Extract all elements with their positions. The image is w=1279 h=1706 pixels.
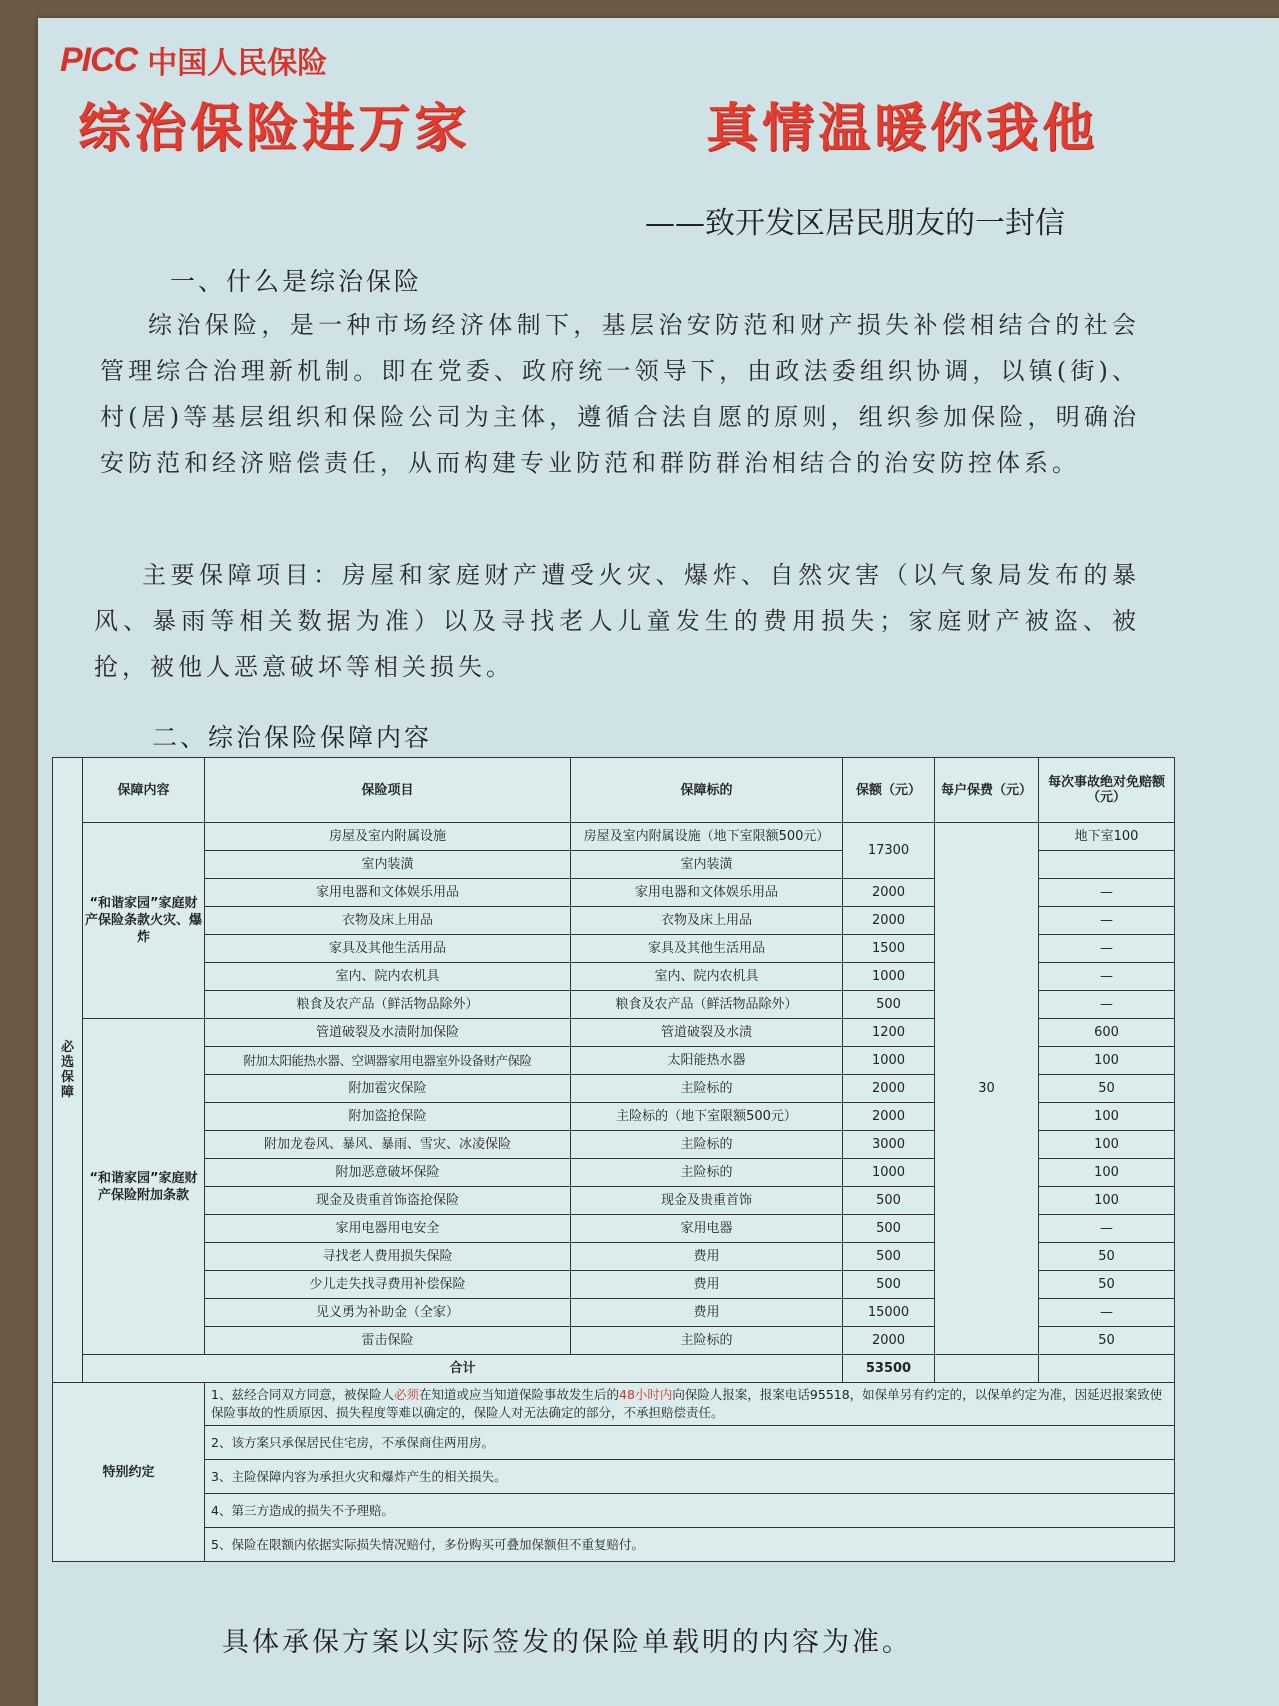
letter-subtitle: ——致开发区居民朋友的一封信 <box>645 206 1065 241</box>
row-amount: 500 <box>843 991 935 1019</box>
table-header-row <box>53 758 1175 823</box>
row-amount: 500 <box>843 1271 935 1299</box>
row-amount: 2000 <box>843 1327 935 1355</box>
row-amount: 500 <box>843 1243 935 1271</box>
special-row <box>53 1383 1175 1426</box>
row-deductible: — <box>1039 879 1175 907</box>
premium-cell: 30 <box>935 823 1039 1355</box>
row-subject: 主险标的 <box>571 1327 843 1355</box>
headline-left: 综治保险进万家 <box>78 98 471 159</box>
row-item: 家用电器和文体娱乐用品 <box>205 879 571 907</box>
special-term-1-48h: 48小时内 <box>619 1387 673 1402</box>
row-item: 附加恶意破坏保险 <box>205 1159 571 1187</box>
group1-label: “和谐家园”家庭财产保险条款火灾、爆炸 <box>83 823 205 1019</box>
row-item: 附加盗抢保险 <box>205 1103 571 1131</box>
row-amount: 1000 <box>843 1159 935 1187</box>
row-subject: 家用电器和文体娱乐用品 <box>571 879 843 907</box>
header-subject: 保障标的 <box>571 758 843 823</box>
special-term-5: 5、保险在限额内依据实际损失情况赔付，多份购买可叠加保额但不重复赔付。 <box>205 1528 1175 1562</box>
row-item: 雷击保险 <box>205 1327 571 1355</box>
required-coverage-label: 必选保障 <box>53 758 83 1383</box>
row-subject: 房屋及室内附属设施（地下室限额500元） <box>571 823 843 851</box>
row-subject: 管道破裂及水渍 <box>571 1019 843 1047</box>
row-subject: 费用 <box>571 1299 843 1327</box>
row-subject: 家用电器 <box>571 1215 843 1243</box>
row-amount: 17300 <box>843 823 935 879</box>
special-row <box>53 1494 1175 1528</box>
row-amount: 15000 <box>843 1299 935 1327</box>
special-term-1-a: 1、兹经合同双方同意，被保险人 <box>211 1387 394 1402</box>
row-item: 管道破裂及水渍附加保险 <box>205 1019 571 1047</box>
row-amount: 1500 <box>843 935 935 963</box>
row-item: 房屋及室内附属设施 <box>205 823 571 851</box>
row-subject: 费用 <box>571 1243 843 1271</box>
row-subject: 主险标的（地下室限额500元） <box>571 1103 843 1131</box>
row-deductible: 50 <box>1039 1327 1175 1355</box>
row-deductible: — <box>1039 935 1175 963</box>
row-amount: 2000 <box>843 907 935 935</box>
row-item: 少儿走失找寻费用补偿保险 <box>205 1271 571 1299</box>
row-item: 衣物及床上用品 <box>205 907 571 935</box>
picc-logo <box>60 38 327 82</box>
row-amount: 500 <box>843 1187 935 1215</box>
special-row <box>53 1426 1175 1460</box>
row-subject: 主险标的 <box>571 1075 843 1103</box>
total-row <box>53 1355 1175 1383</box>
row-deductible <box>1039 851 1175 879</box>
row-item: 粮食及农产品（鲜活物品除外） <box>205 991 571 1019</box>
header-item: 保险项目 <box>205 758 571 823</box>
row-item: 附加太阳能热水器、空调器家用电器室外设备财产保险 <box>205 1047 571 1075</box>
row-deductible: 100 <box>1039 1131 1175 1159</box>
row-item: 见义勇为补助金（全家） <box>205 1299 571 1327</box>
headline-right: 真情温暖你我他 <box>705 98 1098 159</box>
header-premium: 每户保费（元） <box>935 758 1039 823</box>
total-premium-empty <box>935 1355 1039 1383</box>
row-item: 室内装潢 <box>205 851 571 879</box>
row-deductible: 100 <box>1039 1159 1175 1187</box>
special-row <box>53 1460 1175 1494</box>
group2-label: “和谐家园”家庭财产保险附加条款 <box>83 1019 205 1355</box>
header-amount: 保额（元） <box>843 758 935 823</box>
header-content: 保障内容 <box>83 758 205 823</box>
row-deductible: 50 <box>1039 1243 1175 1271</box>
header-deductible: 每次事故绝对免赔额（元） <box>1039 758 1175 823</box>
row-amount: 3000 <box>843 1131 935 1159</box>
row-subject: 室内、院内农机具 <box>571 963 843 991</box>
row-subject: 室内装潢 <box>571 851 843 879</box>
special-row <box>53 1528 1175 1562</box>
row-deductible: — <box>1039 1215 1175 1243</box>
special-term-2: 2、该方案只承保居民住宅房，不承保商住两用房。 <box>205 1426 1175 1460</box>
total-deductible-empty <box>1039 1355 1175 1383</box>
coverage-table-wrap <box>52 757 1174 1562</box>
row-deductible: 100 <box>1039 1103 1175 1131</box>
row-deductible: — <box>1039 963 1175 991</box>
row-item: 室内、院内农机具 <box>205 963 571 991</box>
row-subject: 费用 <box>571 1271 843 1299</box>
row-amount: 2000 <box>843 1103 935 1131</box>
section2-title: 二、综治保险保障内容 <box>152 723 433 752</box>
special-term-1-must: 必须 <box>393 1387 419 1402</box>
special-term-1-c: 在知道或应当知道保险事故发生后的 <box>418 1387 619 1402</box>
special-term-1 <box>205 1383 1175 1426</box>
row-amount: 500 <box>843 1215 935 1243</box>
row-item: 家用电器用电安全 <box>205 1215 571 1243</box>
row-item: 附加龙卷风、暴风、暴雨、雪灾、冰凌保险 <box>205 1131 571 1159</box>
picc-logo-mark: PICC <box>60 40 138 79</box>
row-deductible: 100 <box>1039 1187 1175 1215</box>
row-deductible: 100 <box>1039 1047 1175 1075</box>
coverage-table <box>52 757 1175 1562</box>
row-subject: 主险标的 <box>571 1131 843 1159</box>
row-amount: 1200 <box>843 1019 935 1047</box>
section1-title: 一、什么是综治保险 <box>170 267 423 296</box>
row-deductible: — <box>1039 991 1175 1019</box>
row-deductible: 地下室100 <box>1039 823 1175 851</box>
row-subject: 主险标的 <box>571 1159 843 1187</box>
row-subject: 太阳能热水器 <box>571 1047 843 1075</box>
section1-paragraph2: 主要保障项目：房屋和家庭财产遭受火灾、爆炸、自然灾害（以气象局发布的暴风、暴雨等相关数据为准）以及寻找老人儿童发生的费用损失；家庭财产被盗、被抢，被他人恶意破坏等相关损失。 <box>94 561 1140 681</box>
row-item: 附加雹灾保险 <box>205 1075 571 1103</box>
row-item: 寻找老人费用损失保险 <box>205 1243 571 1271</box>
row-deductible: 50 <box>1039 1271 1175 1299</box>
special-term-3: 3、主险保障内容为承担火灾和爆炸产生的相关损失。 <box>205 1460 1175 1494</box>
picc-logo-name: 中国人民保险 <box>147 46 328 81</box>
row-subject: 现金及贵重首饰 <box>571 1187 843 1215</box>
row-amount: 1000 <box>843 1047 935 1075</box>
row-item: 现金及贵重首饰盗抢保险 <box>205 1187 571 1215</box>
table-row <box>53 823 1175 851</box>
special-term-1-e: 向保险人报案，报案电话95518，如保单另有约定的，以保单约定为准，因延迟报案致使保险事故的性质原因、损失程度等难以确定的，保险人对无法确定的部分，不承担赔偿责任。 <box>211 1387 1163 1420</box>
headline <box>78 86 1098 161</box>
row-amount: 1000 <box>843 963 935 991</box>
footer-note: 具体承保方案以实际签发的保险单载明的内容为准。 <box>222 1627 912 1658</box>
row-deductible: 600 <box>1039 1019 1175 1047</box>
special-terms-label: 特别约定 <box>53 1383 205 1562</box>
special-term-4: 4、第三方造成的损失不予理赔。 <box>205 1494 1175 1528</box>
row-amount: 2000 <box>843 1075 935 1103</box>
total-label: 合计 <box>83 1355 843 1383</box>
section1-paragraph1: 综治保险，是一种市场经济体制下，基层治安防范和财产损失补偿相结合的社会管理综合治理新机制。即在党委、政府统一领导下，由政法委组织协调，以镇(街)、村(居)等基层组织和保险公司为主体，遵循合法自愿的原则，组织参加保险，明确治安防范和经济赔偿责任，从而构建专业防范和群防群治相结合的治安防控体系。 <box>100 311 1140 477</box>
row-amount: 2000 <box>843 879 935 907</box>
total-amount: 53500 <box>843 1355 935 1383</box>
row-subject: 衣物及床上用品 <box>571 907 843 935</box>
row-deductible: — <box>1039 1299 1175 1327</box>
row-subject: 粮食及农产品（鲜活物品除外） <box>571 991 843 1019</box>
row-deductible: — <box>1039 907 1175 935</box>
row-subject: 家具及其他生活用品 <box>571 935 843 963</box>
row-item: 家具及其他生活用品 <box>205 935 571 963</box>
row-deductible: 50 <box>1039 1075 1175 1103</box>
